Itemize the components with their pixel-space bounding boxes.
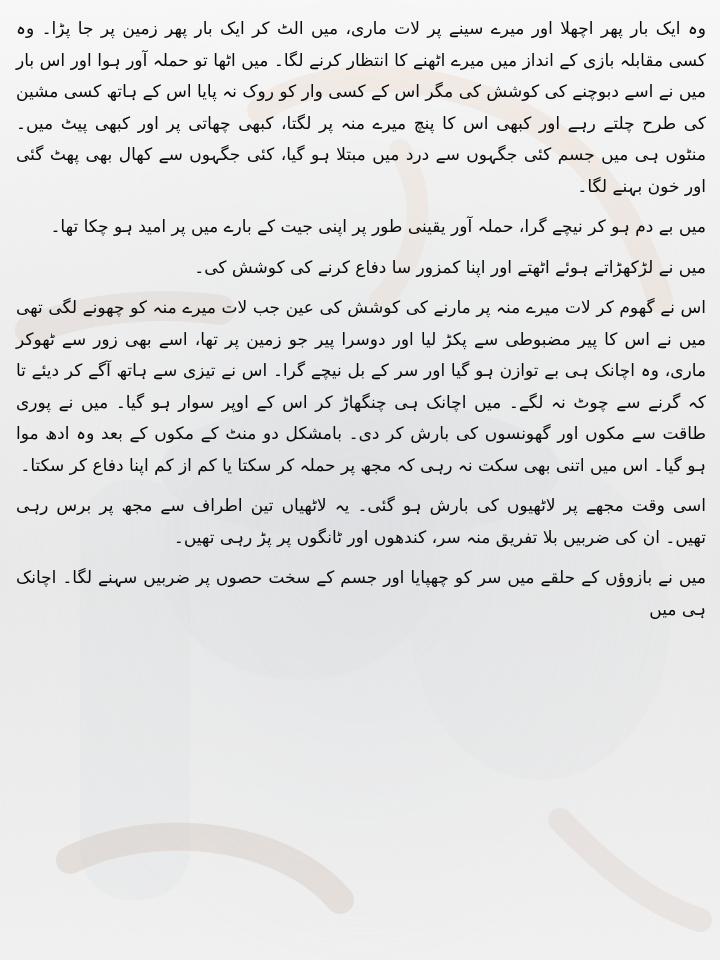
paragraph: اس نے گھوم کر لات میرے منہ پر مارنے کی کوشش کی عین جب لات میرے منہ کو چھونے لگی تھی میں نے اس کا پیر مضبوطی سے پکڑ لیا اور دوسرا پیر جو زمین پر تھا، اسے بھی زور سے ٹھوکر ماری، وہ اچانک ہی بے توازن ہو گیا اور سر کے بل نیچے گرا۔ اس نے تیزی سے ہاتھ آگے کر دیئے تا کہ گرنے سے چوٹ نہ لگے۔ میں اچانک ہی چنگھاڑ کر اس کے اوپر سوار ہو گیا۔ میں نے پوری طاقت سے مکوں اور گھونسوں کی بارش کر دی۔ بامشکل دو منٹ کے مکوں کے بعد وہ ادھ موا ہو گیا۔ اس میں اتنی بھی سکت نہ رہی کہ مجھ پر حملہ کر سکتا یا کم از کم اپنا دفاع کر سکتا۔ [16,298,706,476]
paragraph: اسی وقت مجھے پر لاٹھیوں کی بارش ہو گئی۔ یہ لاٹھیاں تین اطراف سے مجھ پر برس رہی تھیں۔ ان کی ضربیں بلا تفریق منہ سر، کندھوں اور ٹانگوں پر پڑ رہی تھیں۔ [16,496,706,548]
paragraph: میں نے بازوؤں کے حلقے میں سر کو چھپایا اور جسم کے سخت حصوں پر ضربیں سہنے لگا۔ اچانک ہی میں [16,568,706,620]
paragraph: وہ ایک بار پھر اچھلا اور میرے سینے پر لات ماری، میں الٹ کر ایک بار پھر زمین پر جا پڑا۔ وہ کسی مقابلہ بازی کے انداز میں میرے اٹھنے کا انتظار کرنے لگا۔ میں اٹھا تو حملہ آور ہوا اور اس بار میں نے اسے دبوچنے کی کوشش کی مگر اس کے کسی وار کو روک نہ پایا اس کے ہاتھ کسی مشین کی طرح چلتے رہے اور کبھی اس کا پنچ میرے منہ پر لگتا، کبھی چھاتی پر اور کبھی پیٹ میں۔ منٹوں ہی میں جسم کئی جگہوں سے درد میں مبتلا ہو گیا، کئی جگہوں سے کھال بھی پھٹ گئی اور خون بہنے لگا۔ [16,19,706,197]
paragraph: میں نے لڑکھڑاتے ہوئے اٹھتے اور اپنا کمزور سا دفاع کرنے کی کوشش کی۔ [194,257,706,278]
urdu-text-body [16,14,706,635]
paragraph: میں بے دم ہو کر نیچے گرا، حملہ آور یقینی طور پر اپنی جیت کے بارے میں پر امید ہو چکا تھا۔ [50,217,706,237]
